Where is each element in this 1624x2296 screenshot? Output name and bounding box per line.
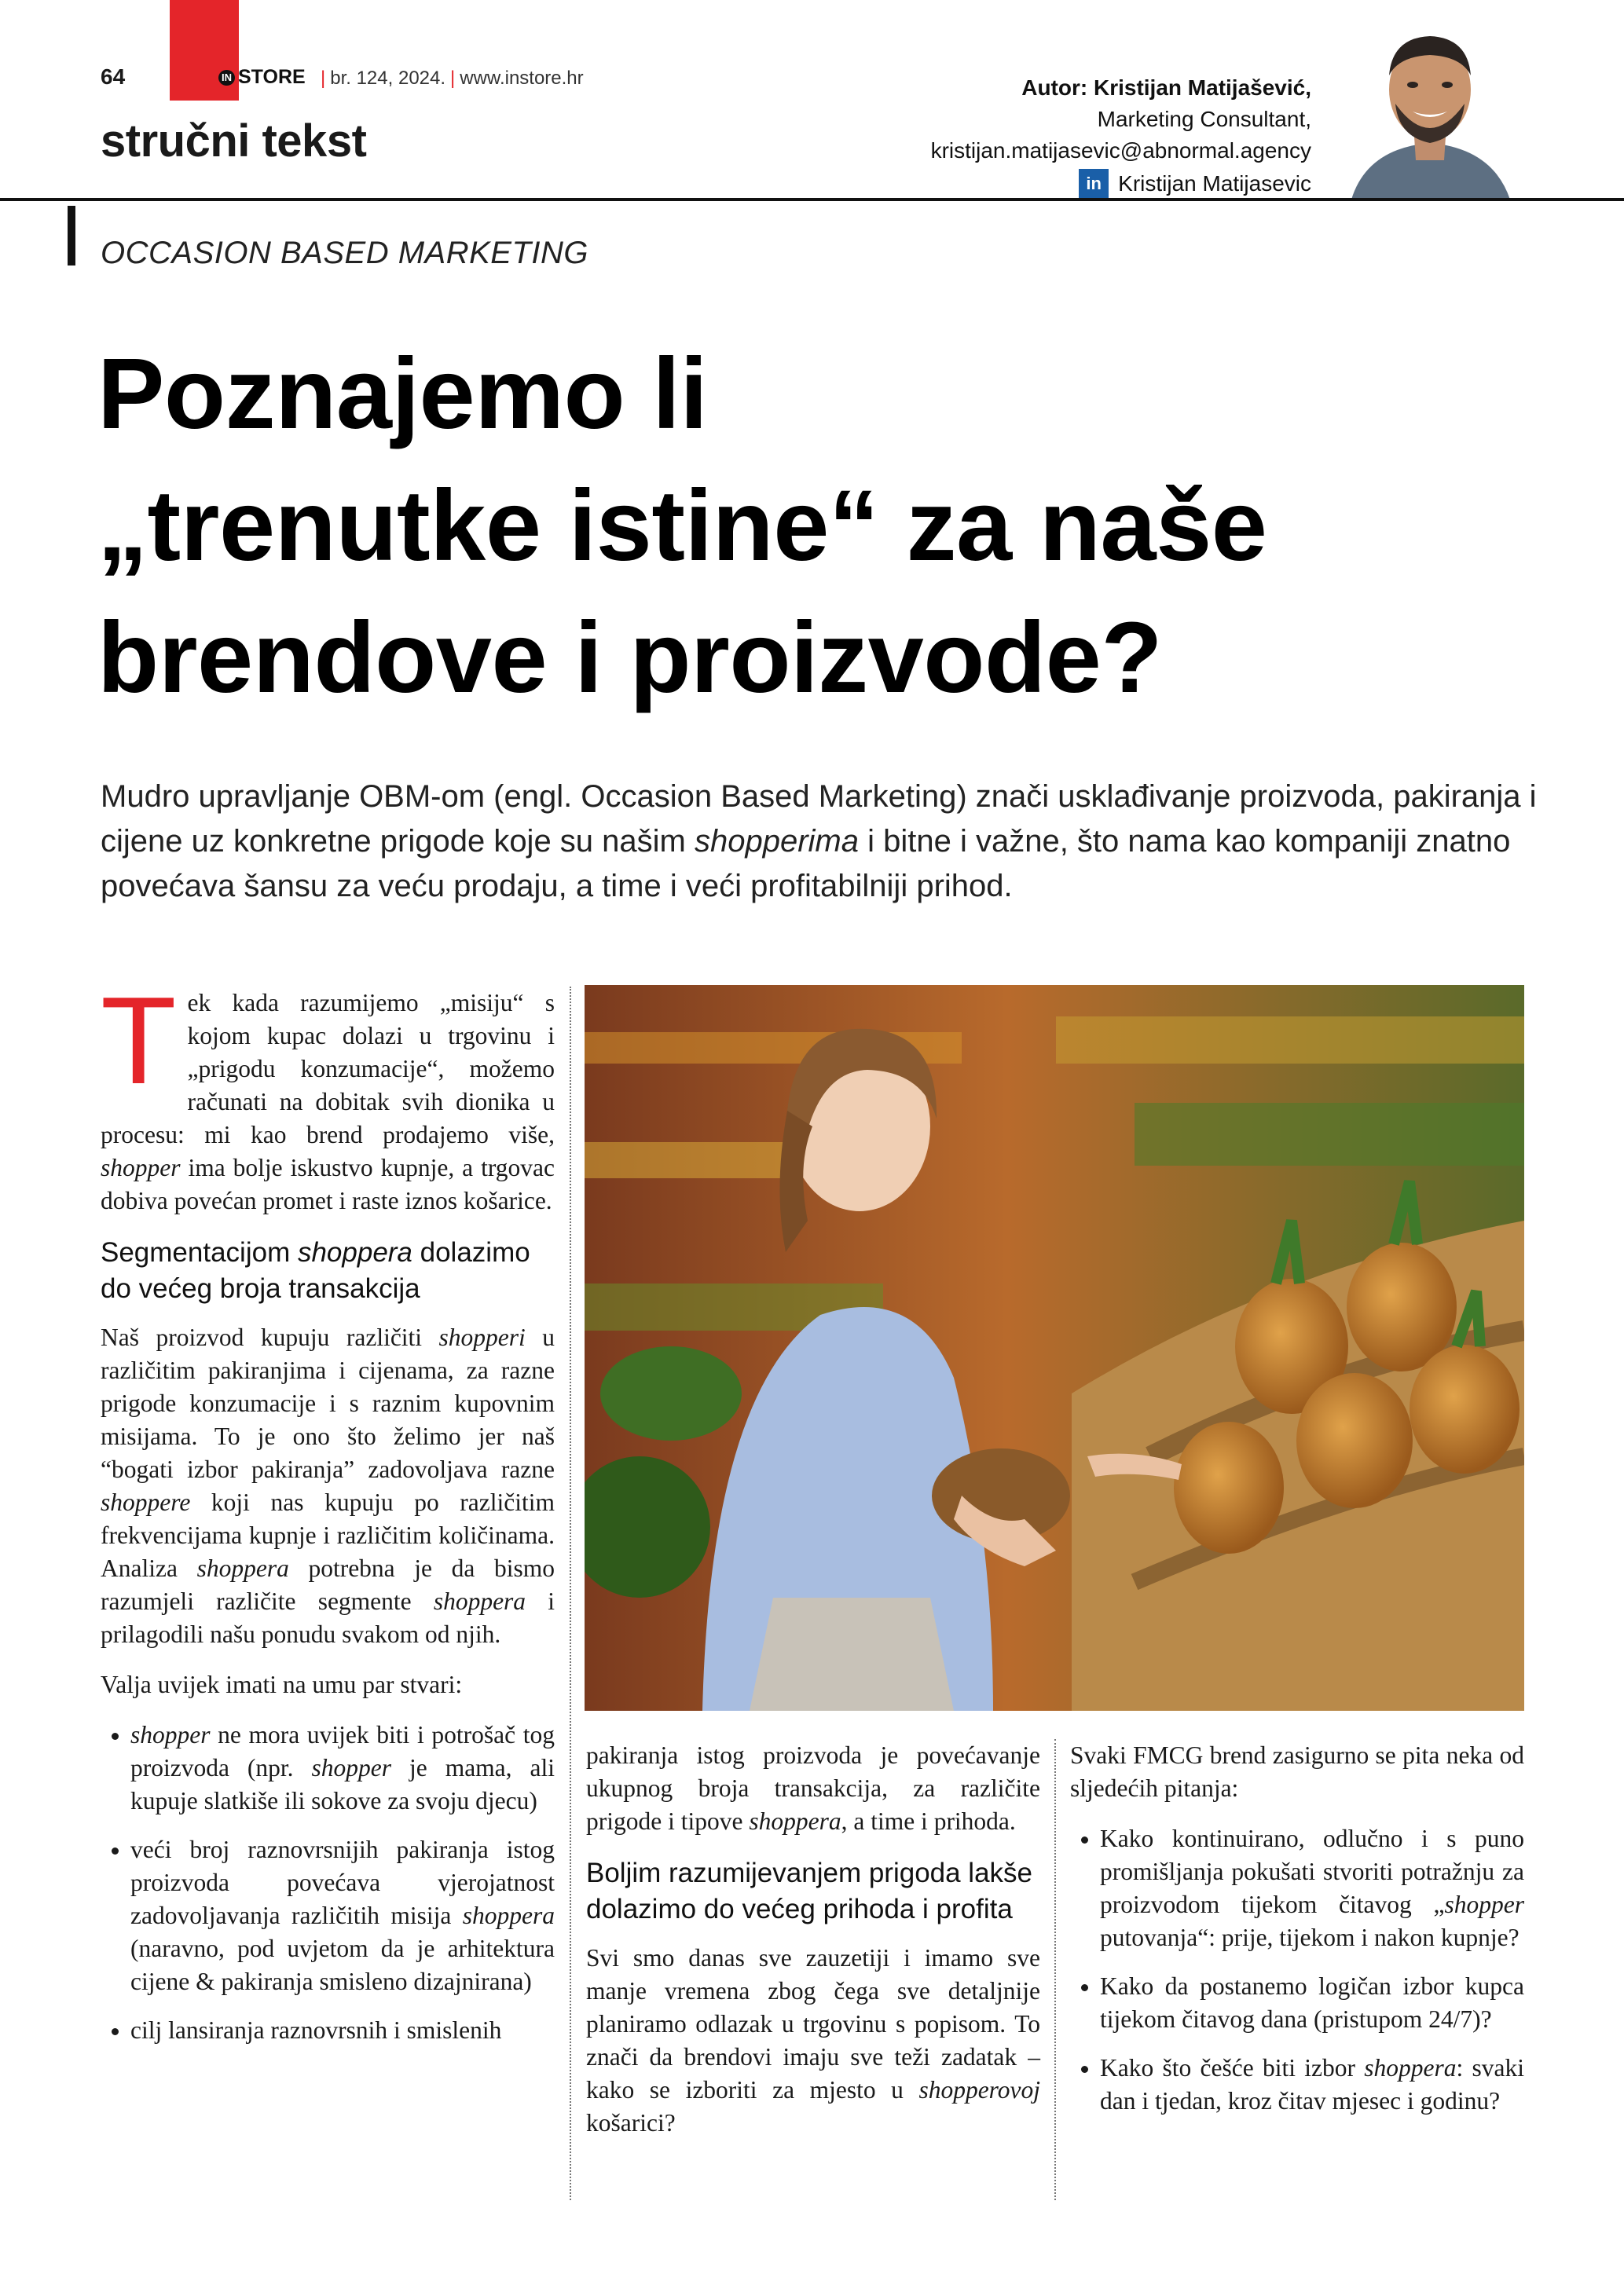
author-linkedin[interactable] [1079, 168, 1311, 200]
headline [97, 328, 1559, 724]
intro-paragraph: Tek kada razumijemo „misiju“ s kojom kupac dolazi u trgovinu i „prigodu konzumacije“, možemo računati na dobitak svih dionika u procesu: mi kao brend prodajemo više, shopper ima bolje iskustvo kupnje, a trgovac dobiva povećan promet i raste iznos košarice. [101, 972, 555, 1214]
column-divider [570, 987, 571, 2200]
brand-badge: IN [218, 70, 235, 86]
kicker: OCCASION BASED MARKETING [101, 236, 588, 270]
bullet-list [1070, 1822, 1524, 2118]
column-3 [1070, 1739, 1524, 2133]
list-item: • Kako kontinuirano, odlučno i s puno promišljanja pokušati stvoriti potražnju za proizvodom tijekom čitavog „shopper putovanja“: prije, tijekom i nakon kupnje? [1100, 1822, 1524, 1954]
paragraph: Svi smo danas sve zauzetiji i imamo sve manje vremena zbog čega sve detaljnije planiramo odlazak u trgovinu s popisom. To znači da brendovi imaju sve teži zadatak – kako se izboriti za mjesto u shopperovoj košarici? [586, 1944, 1040, 2137]
list-item: • shopper ne mora uvijek biti i potrošač tog proizvoda (npr. shopper je mama, ali kupuje slatkiše ili sokove za svoju djecu) [130, 1719, 555, 1818]
bullet-list [101, 1719, 555, 2047]
section-title: stručni tekst [101, 115, 367, 167]
drop-cap: T [101, 972, 177, 1110]
list-item: • cilj lansiranja raznovrsnih i smislenih [130, 2014, 555, 2047]
headline-line-1: Poznajemo li [97, 338, 708, 450]
list-item: • Kako što češće biti izbor shoppera: svaki dan i tjedan, kroz čitav mjesec i godinu? [1100, 2052, 1524, 2118]
subheading-segmentation: Segmentacijom shoppera dolazimo do većeg broja transakcija [101, 1237, 530, 1304]
subheading-occasions: Boljim razumijevanjem prigoda lakše dolazimo do većeg prihoda i profita [586, 1858, 1033, 1924]
shopper-photo [585, 985, 1524, 1711]
column-2 [586, 1739, 1040, 2157]
issue-number: br. 124, 2024. [330, 68, 446, 89]
brand-logo [218, 66, 306, 89]
author-block [931, 72, 1311, 200]
kicker-bar [68, 206, 75, 265]
brand-name: STORE [238, 66, 306, 88]
paragraph: Naš proizvod kupuju različiti shopperi u različitim pakiranjima i cijenama, za razne prigode konzumacije i s raznim kupovnim misijama. To je ono što želimo jer naš “bogati izbor pakiranja” zadovoljava razne shoppere koji nas kupuju po različitim frekvencijama kupnje i različitim količinama. Analiza shoppera potrebna je da bismo razumjeli različite segmente shoppera i prilagodili našu ponudu svakom od njih. [101, 1324, 555, 1648]
list-item: • Kako da postanemo logičan izbor kupca tijekom čitavog dana (pristupom 24/7)? [1100, 1970, 1524, 2036]
list-item: • veći broj raznovrsnijih pakiranja istog proizvoda povećava vjerojatnost zadovoljavanja različitih misija shoppera (naravno, pod uvjetom da je arhitektura cijene & pakiranja smisleno dizajnirana) [130, 1833, 555, 1998]
author-photo [1336, 11, 1524, 200]
lead-paragraph: Mudro upravljanje OBM-om (engl. Occasion Based Marketing) znači usklađivanje proizvoda, pakiranja i cijene uz konkretne prigode koje su našim shopperima i bitne i važne, što nama kao kompaniji znatno povećava šansu za veću prodaju, a time i veći profitabilniji prihod. [101, 779, 1537, 903]
page-number: 64 [101, 64, 126, 89]
header-divider [0, 198, 1624, 201]
author-email[interactable]: kristijan.matijasevic@abnormal.agency [930, 138, 1311, 163]
headline-line-2: „trenutke istine“ za naše [97, 470, 1267, 582]
headline-line-3: brendove i proizvode? [97, 602, 1162, 714]
site-url[interactable]: www.instore.hr [460, 68, 584, 89]
author-role: Marketing Consultant, [1097, 107, 1311, 131]
paragraph: Valja uvijek imati na umu par stvari: [101, 1671, 463, 1698]
linkedin-icon: in [1079, 169, 1109, 199]
column-1 [101, 972, 555, 2063]
author-name: Autor: Kristijan Matijašević, [1021, 75, 1311, 100]
issue-info: | br. 124, 2024. | www.instore.hr [321, 68, 584, 89]
paragraph: Svaki FMCG brend zasigurno se pita neka od sljedećih pitanja: [1070, 1741, 1524, 1802]
linkedin-name: Kristijan Matijasevic [1118, 171, 1311, 196]
column-divider [1054, 1739, 1056, 2200]
paragraph: pakiranja istog proizvoda je povećavanje ukupnog broja transakcija, za različite prigode i tipove shoppera, a time i prihoda. [586, 1741, 1040, 1835]
